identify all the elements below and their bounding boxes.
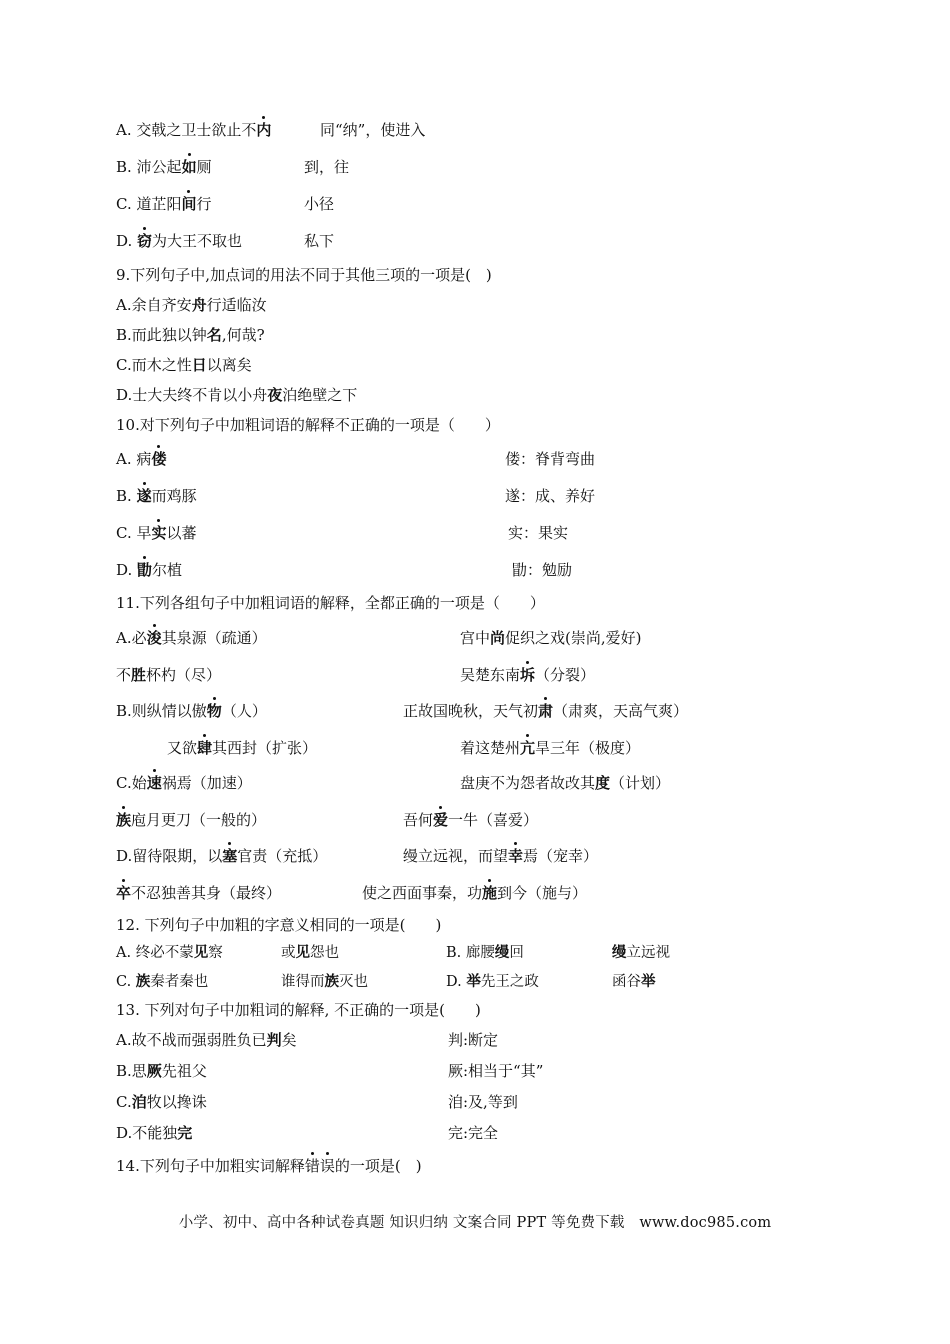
q12-b1: B. 廊腰缦回 (446, 945, 524, 961)
q12-a1: A. 终必不蒙见察 (116, 945, 223, 961)
q11-c2: 盘庚不为怨者故改其度（计划） (460, 774, 671, 792)
q10-option-c: C. 早实以蕃 (116, 524, 197, 542)
q11-a4: 吴楚东南坼（分裂） (460, 666, 596, 684)
q9-option-a: A.余自齐安舟行适临汝 (116, 296, 267, 314)
bold-keyword: 度 (595, 774, 611, 792)
q11-c4: 吾何爱一牛（喜爱） (403, 811, 539, 829)
dotted-keyword: 族 (116, 811, 132, 829)
dotted-keyword: 内 (256, 121, 272, 139)
q8-option-c: C. 道芷阳间行 (116, 195, 212, 213)
q12-c1: C. 族秦者秦也 (116, 974, 209, 990)
bold-keyword: 日 (191, 356, 207, 374)
dotted-keyword: 塞 (222, 847, 238, 865)
q11-b4: 着这楚州亢旱三年（极度） (460, 739, 641, 757)
q8-option-a: A. 交戟之卫士欲止不内 (116, 121, 272, 139)
q8-gloss-c: 小径 (304, 195, 335, 213)
dotted-keyword: 物 (206, 702, 222, 720)
bold-keyword: 举 (466, 974, 481, 990)
dotted-keyword: 施 (482, 884, 498, 902)
bold-keyword: 见 (295, 945, 310, 961)
bold-keyword: 厥 (146, 1062, 162, 1080)
q10-option-d: D. 勖尔植 (116, 561, 183, 579)
q9-stem: 9.下列句子中,加点词的用法不同于其他三项的一项是( ) (116, 266, 492, 284)
page-footer: 小学、初中、高中各种试卷真题 知识归纳 文案合同 PPT 等免费下载 www.doc985.com (178, 1215, 772, 1231)
dotted-keyword: 卒 (116, 884, 132, 902)
q11-c1: C.始速祸焉（加速） (116, 774, 252, 792)
q11-a1: A.必浚其泉源（疏通） (116, 629, 267, 647)
q13-gloss-c: 洎:及,等到 (448, 1093, 518, 1111)
q12-a2: 或见怨也 (281, 945, 339, 961)
dotted-word: 错误 (304, 1157, 335, 1175)
q10-option-a: A. 病偻 (116, 450, 167, 468)
dotted-keyword: 亢 (520, 739, 536, 757)
bold-keyword: 族 (135, 974, 151, 990)
q11-stem: 11.下列各组句子中加粗词语的解释，全都正确的一项是（ ） (116, 594, 545, 612)
q12-b2: 缦立远视 (612, 945, 670, 961)
bold-keyword: 判 (266, 1031, 282, 1049)
bold-keyword: 胜 (131, 666, 147, 684)
q13-gloss-d: 完:完全 (448, 1124, 499, 1142)
q13-stem: 13. 下列对句子中加粗词的解释, 不正确的一项是( ) (116, 1001, 481, 1019)
q10-gloss-d: 勖：勉励 (512, 561, 573, 579)
q13-gloss-b: 厥:相当于“其” (448, 1062, 544, 1080)
q13-option-b: B.思厥先祖父 (116, 1062, 207, 1080)
q8-option-d: D. 窃为大王不取也 (116, 232, 243, 250)
q9-option-c: C.而木之性日以离矣 (116, 356, 252, 374)
q10-gloss-a: 偻：脊背弯曲 (505, 450, 596, 468)
bold-keyword: 族 (324, 974, 339, 990)
bold-keyword: 洎 (131, 1093, 147, 1111)
bold-keyword: 尚 (490, 629, 506, 647)
dotted-keyword: 偻 (151, 450, 167, 468)
dotted-keyword: 间 (181, 195, 197, 213)
bold-keyword: 名 (206, 326, 222, 344)
dotted-keyword: 坼 (520, 666, 536, 684)
bold-keyword: 见 (193, 945, 209, 961)
q13-option-a: A.故不战而强弱胜负已判矣 (116, 1031, 297, 1049)
dotted-keyword: 速 (146, 774, 162, 792)
q10-stem: 10.对下列句子中加粗词语的解释不正确的一项是（ ） (116, 416, 500, 434)
bold-keyword: 缦 (494, 945, 510, 961)
q11-b1: B.则纵情以傲物（人） (116, 702, 267, 720)
q13-gloss-a: 判:断定 (448, 1031, 499, 1049)
bold-keyword: 缦 (612, 945, 627, 961)
q11-d2: 缦立远视，而望幸焉（宠幸） (403, 847, 599, 865)
q9-option-d: D.士大夫终不肯以小舟夜泊绝壁之下 (116, 386, 358, 404)
q11-d3: 卒不忍独善其身（最终） (116, 884, 282, 902)
q12-d2: 函谷举 (612, 974, 656, 990)
q11-d1: D.留待限期，以塞官责（充抵） (116, 847, 328, 865)
bold-keyword: 举 (641, 974, 656, 990)
q11-d4: 使之西面事秦，功施到今（施与） (362, 884, 588, 902)
q10-option-b: B. 遂而鸡豚 (116, 487, 197, 505)
dotted-keyword: 窃 (137, 232, 153, 250)
q11-b2: 正故国晚秋，天气初肃（肃爽，天高气爽） (403, 702, 689, 720)
q11-b3: 又欲肆其西封（扩张） (167, 739, 318, 757)
q10-gloss-b: 遂：成、养好 (505, 487, 596, 505)
dotted-keyword: 肃 (538, 702, 554, 720)
bold-keyword: 舟 (191, 296, 207, 314)
q8-option-b: B. 沛公起如厕 (116, 158, 212, 176)
bold-keyword: 完 (177, 1124, 193, 1142)
q11-c3: 族庖月更刀（一般的） (116, 811, 267, 829)
q8-gloss-b: 到，往 (304, 158, 350, 176)
bold-keyword: 夜 (267, 386, 283, 404)
q8-gloss-d: 私下 (304, 232, 335, 250)
q11-a2: 宫中尚促织之戏(崇尚,爱好) (460, 629, 642, 647)
q8-gloss-a: 同“纳”，使进入 (320, 121, 426, 139)
q11-a3: 不胜杯杓（尽） (116, 666, 222, 684)
dotted-keyword: 爱 (433, 811, 449, 829)
dotted-keyword: 幸 (508, 847, 524, 865)
dotted-keyword: 肆 (197, 739, 213, 757)
dotted-keyword: 遂 (136, 487, 152, 505)
q9-option-b: B.而此独以钟名,何哉? (116, 326, 265, 344)
q10-gloss-c: 实：果实 (508, 524, 569, 542)
q14-stem: 14.下列句子中加粗实词解释错误的一项是( ) (116, 1157, 422, 1175)
q13-option-c: C.洎牧以搀诛 (116, 1093, 207, 1111)
q12-c2: 谁得而族灭也 (281, 974, 368, 990)
dotted-keyword: 如 (181, 158, 197, 176)
q12-d1: D. 举先王之政 (446, 974, 539, 990)
dotted-keyword: 勖 (137, 561, 153, 579)
dotted-keyword: 实 (151, 524, 167, 542)
q12-stem: 12. 下列句子中加粗的字意义相同的一项是( ) (116, 916, 442, 934)
dotted-keyword: 浚 (146, 629, 162, 647)
q13-option-d: D.不能独完 (116, 1124, 193, 1142)
